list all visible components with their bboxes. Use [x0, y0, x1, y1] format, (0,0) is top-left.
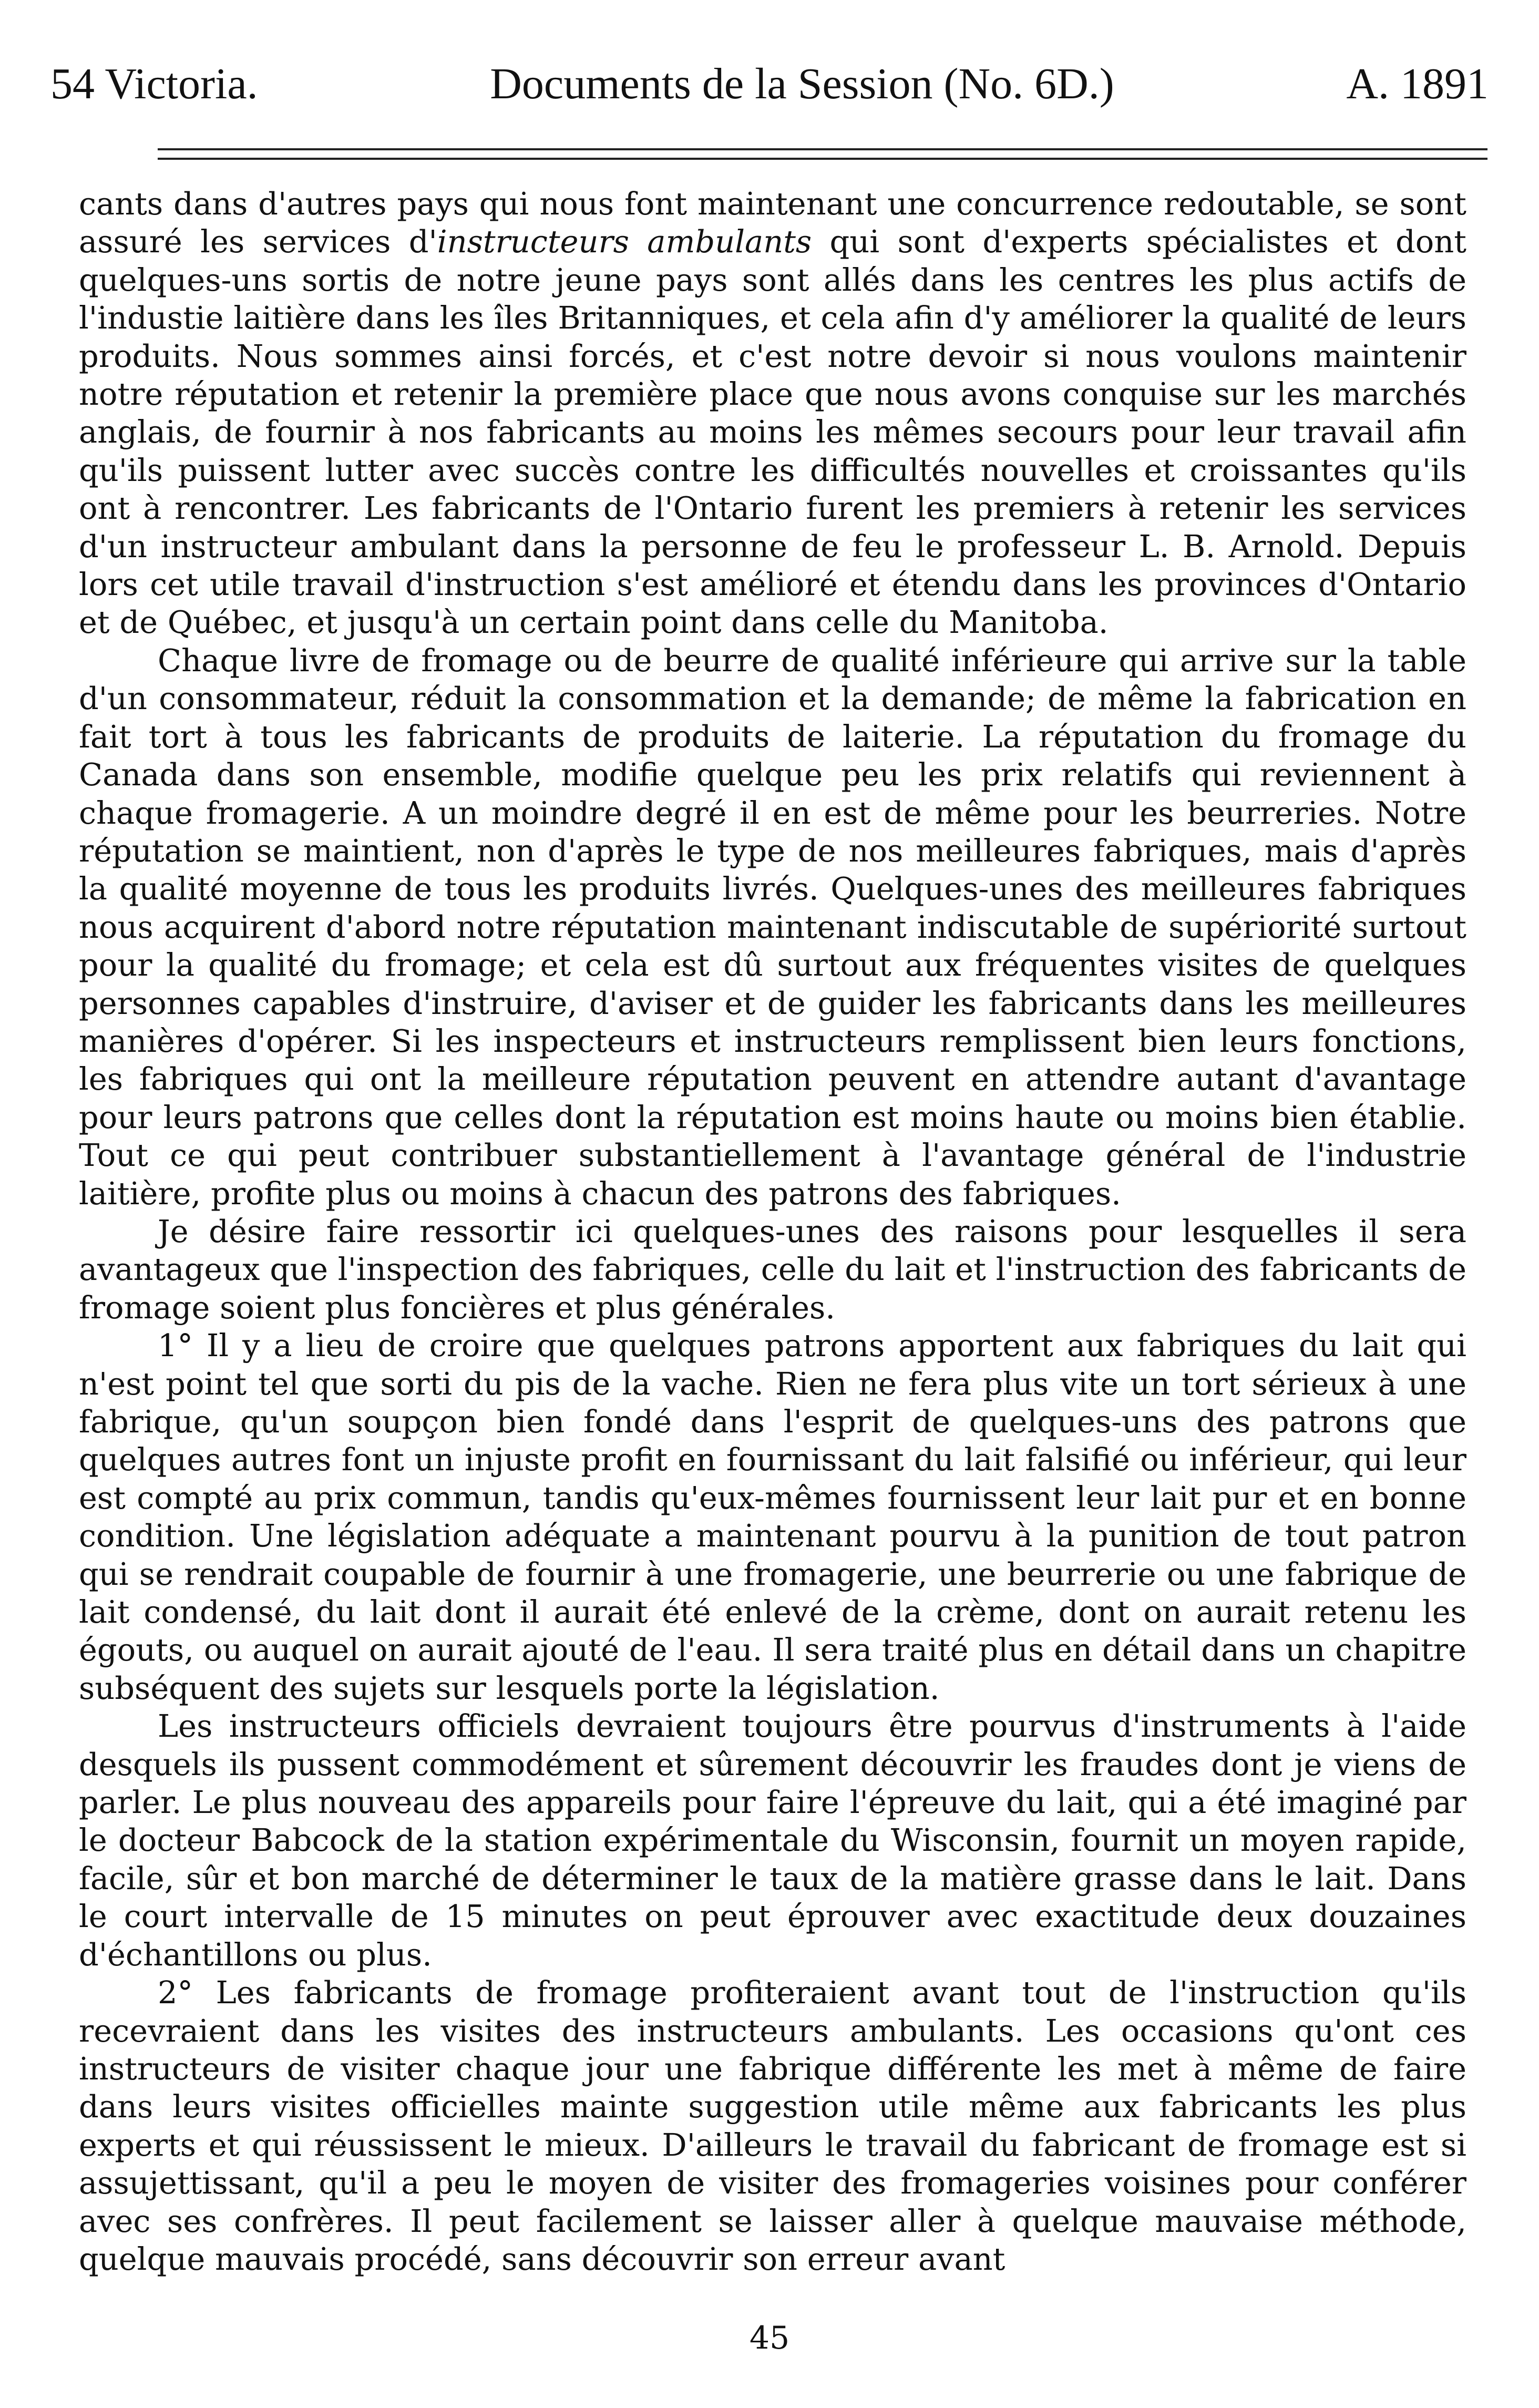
paragraph-6: 2° Les fabricants de fromage profiteraient avant tout de l'instruction qu'ils recevraient dans les visites des instructeurs ambulants. Les occasions qu'ont ces instructeurs de visiter chaque jour une fabrique différente les met à même de faire dans leurs visites officielles mainte suggestion utile même aux fabricants les plus experts et qui réussissent le mieux. D'ailleurs le travail du fabricant de fromage est si assujettissant, qu'il a peu le moyen de visiter des fromageries voisines pour conférer avec ses confrères. Il peut facilement se laisser aller à quelque mauvaise méthode, quelque mauvais procédé, sans découvrir son erreur avant [79, 1974, 1466, 2277]
running-header [50, 53, 1489, 116]
paragraph-3: Je désire faire ressortir ici quelques-unes des raisons pour lesquelles il sera avantageux que l'inspection des fabriques, celle du lait et l'instruction des fabricants de fromage soient plus foncières et plus générales. [79, 1213, 1466, 1326]
paragraph-4: 1° Il y a lieu de croire que quelques patrons apportent aux fabriques du lait qui n'est point tel que sorti du pis de la vache. Rien ne fera plus vite un tort sérieux à une fabrique, qu'un soupçon bien fondé dans l'esprit de quelques-uns des patrons que quelques autres font un injuste profit en fournissant du lait falsifié ou inférieur, qui leur est compté au prix commun, tandis qu'eux-mêmes fournissent leur lait pur et en bonne condition. Une législation adéquate a maintenant pourvu à la punition de tout patron qui se rendrait coupable de fournir à une fromagerie, une beurrerie ou une fabrique de lait condensé, du lait dont il aurait été enlevé de la crème, dont on aurait retenu les égouts, ou auquel on aurait ajouté de l'eau. Il sera traité plus en détail dans un chapitre subséquent des sujets sur lesquels porte la législation. [79, 1327, 1466, 1706]
paragraph-1-start: cants dans d'autres pays qui nous font maintenant une concurrence redoutable, se sont assuré les services d' [79, 186, 1466, 260]
header-title: Documents de la Session (No. 6D.) [490, 59, 1114, 108]
body-text [79, 185, 1466, 2278]
header-volume: 54 Victoria. [50, 59, 258, 108]
header-rule-bottom [158, 158, 1487, 160]
page-number: 45 [749, 2320, 790, 2356]
paragraph-5: Les instructeurs officiels devraient toujours être pourvus d'instruments à l'aide desquels ils pussent commodément et sûrement découvrir les fraudes dont je viens de parler. Le plus nouveau des appareils pour faire l'épreuve du lait, qui a été imaginé par le docteur Babcock de la station expérimentale du Wisconsin, fournit un moyen rapide, facile, sûr et bon marché de déterminer le taux de la matière grasse dans le lait. Dans le court intervalle de 15 minutes on peut éprouver avec exactitude deux douzaines d'échantillons ou plus. [79, 1708, 1466, 1973]
header-year: A. 1891 [1346, 59, 1489, 108]
paragraph-1 [79, 185, 1466, 642]
header-rule-top [158, 148, 1487, 150]
paragraph-1-rest: qui sont d'experts spécialistes et dont quelques-uns sortis de notre jeune pays sont allés dans les centres les plus actifs de l'industie laitière dans les îles Britanniques, et cela afin d'y améliorer la qualité de leurs produits. Nous sommes ainsi forcés, et c'est notre devoir si nous voulons maintenir notre réputation et retenir la première place que nous avons conquise sur les marchés anglais, de fournir à nos fabricants au moins les mêmes secours pour leur travail afin qu'ils puissent lutter avec succès contre les difficultés nouvelles et croissantes qu'ils ont à rencontrer. Les fabricants de l'Ontario furent les premiers à retenir les services d'un instructeur ambulant dans la personne de feu le professeur L. B. Arnold. Depuis lors cet utile travail d'instruction s'est amélioré et étendu dans les provinces d'Ontario et de Québec, et jusqu'à un certain point dans celle du Manitoba. [79, 223, 1466, 641]
paragraph-2: Chaque livre de fromage ou de beurre de qualité inférieure qui arrive sur la table d'un consommateur, réduit la consommation et la demande; de même la fabrication en fait tort à tous les fabricants de produits de laiterie. La réputation du fromage du Canada dans son ensemble, modifie quelque peu les prix relatifs qui reviennent à chaque fromagerie. A un moindre degré il en est de même pour les beurreries. Notre réputation se maintient, non d'après le type de nos meilleures fabriques, mais d'après la qualité moyenne de tous les produits livrés. Quelques-unes des meilleures fabriques nous acquirent d'abord notre réputation maintenant indiscutable de supériorité surtout pour la qualité du fromage; et cela est dû surtout aux fréquentes visites de quelques personnes capables d'instruire, d'aviser et de guider les fabricants dans les meilleures manières d'opérer. Si les inspecteurs et instructeurs remplissent bien leurs fonctions, les fabriques qui ont la meilleure réputation peuvent en attendre autant d'avantage pour leurs patrons que celles dont la réputation est moins haute ou moins bien établie. Tout ce qui peut contribuer substantiellement à l'avantage général de l'industrie laitière, profite plus ou moins à chacun des patrons des fabriques. [79, 642, 1466, 1212]
paragraph-1-emphasis: instructeurs ambulants [437, 223, 812, 260]
